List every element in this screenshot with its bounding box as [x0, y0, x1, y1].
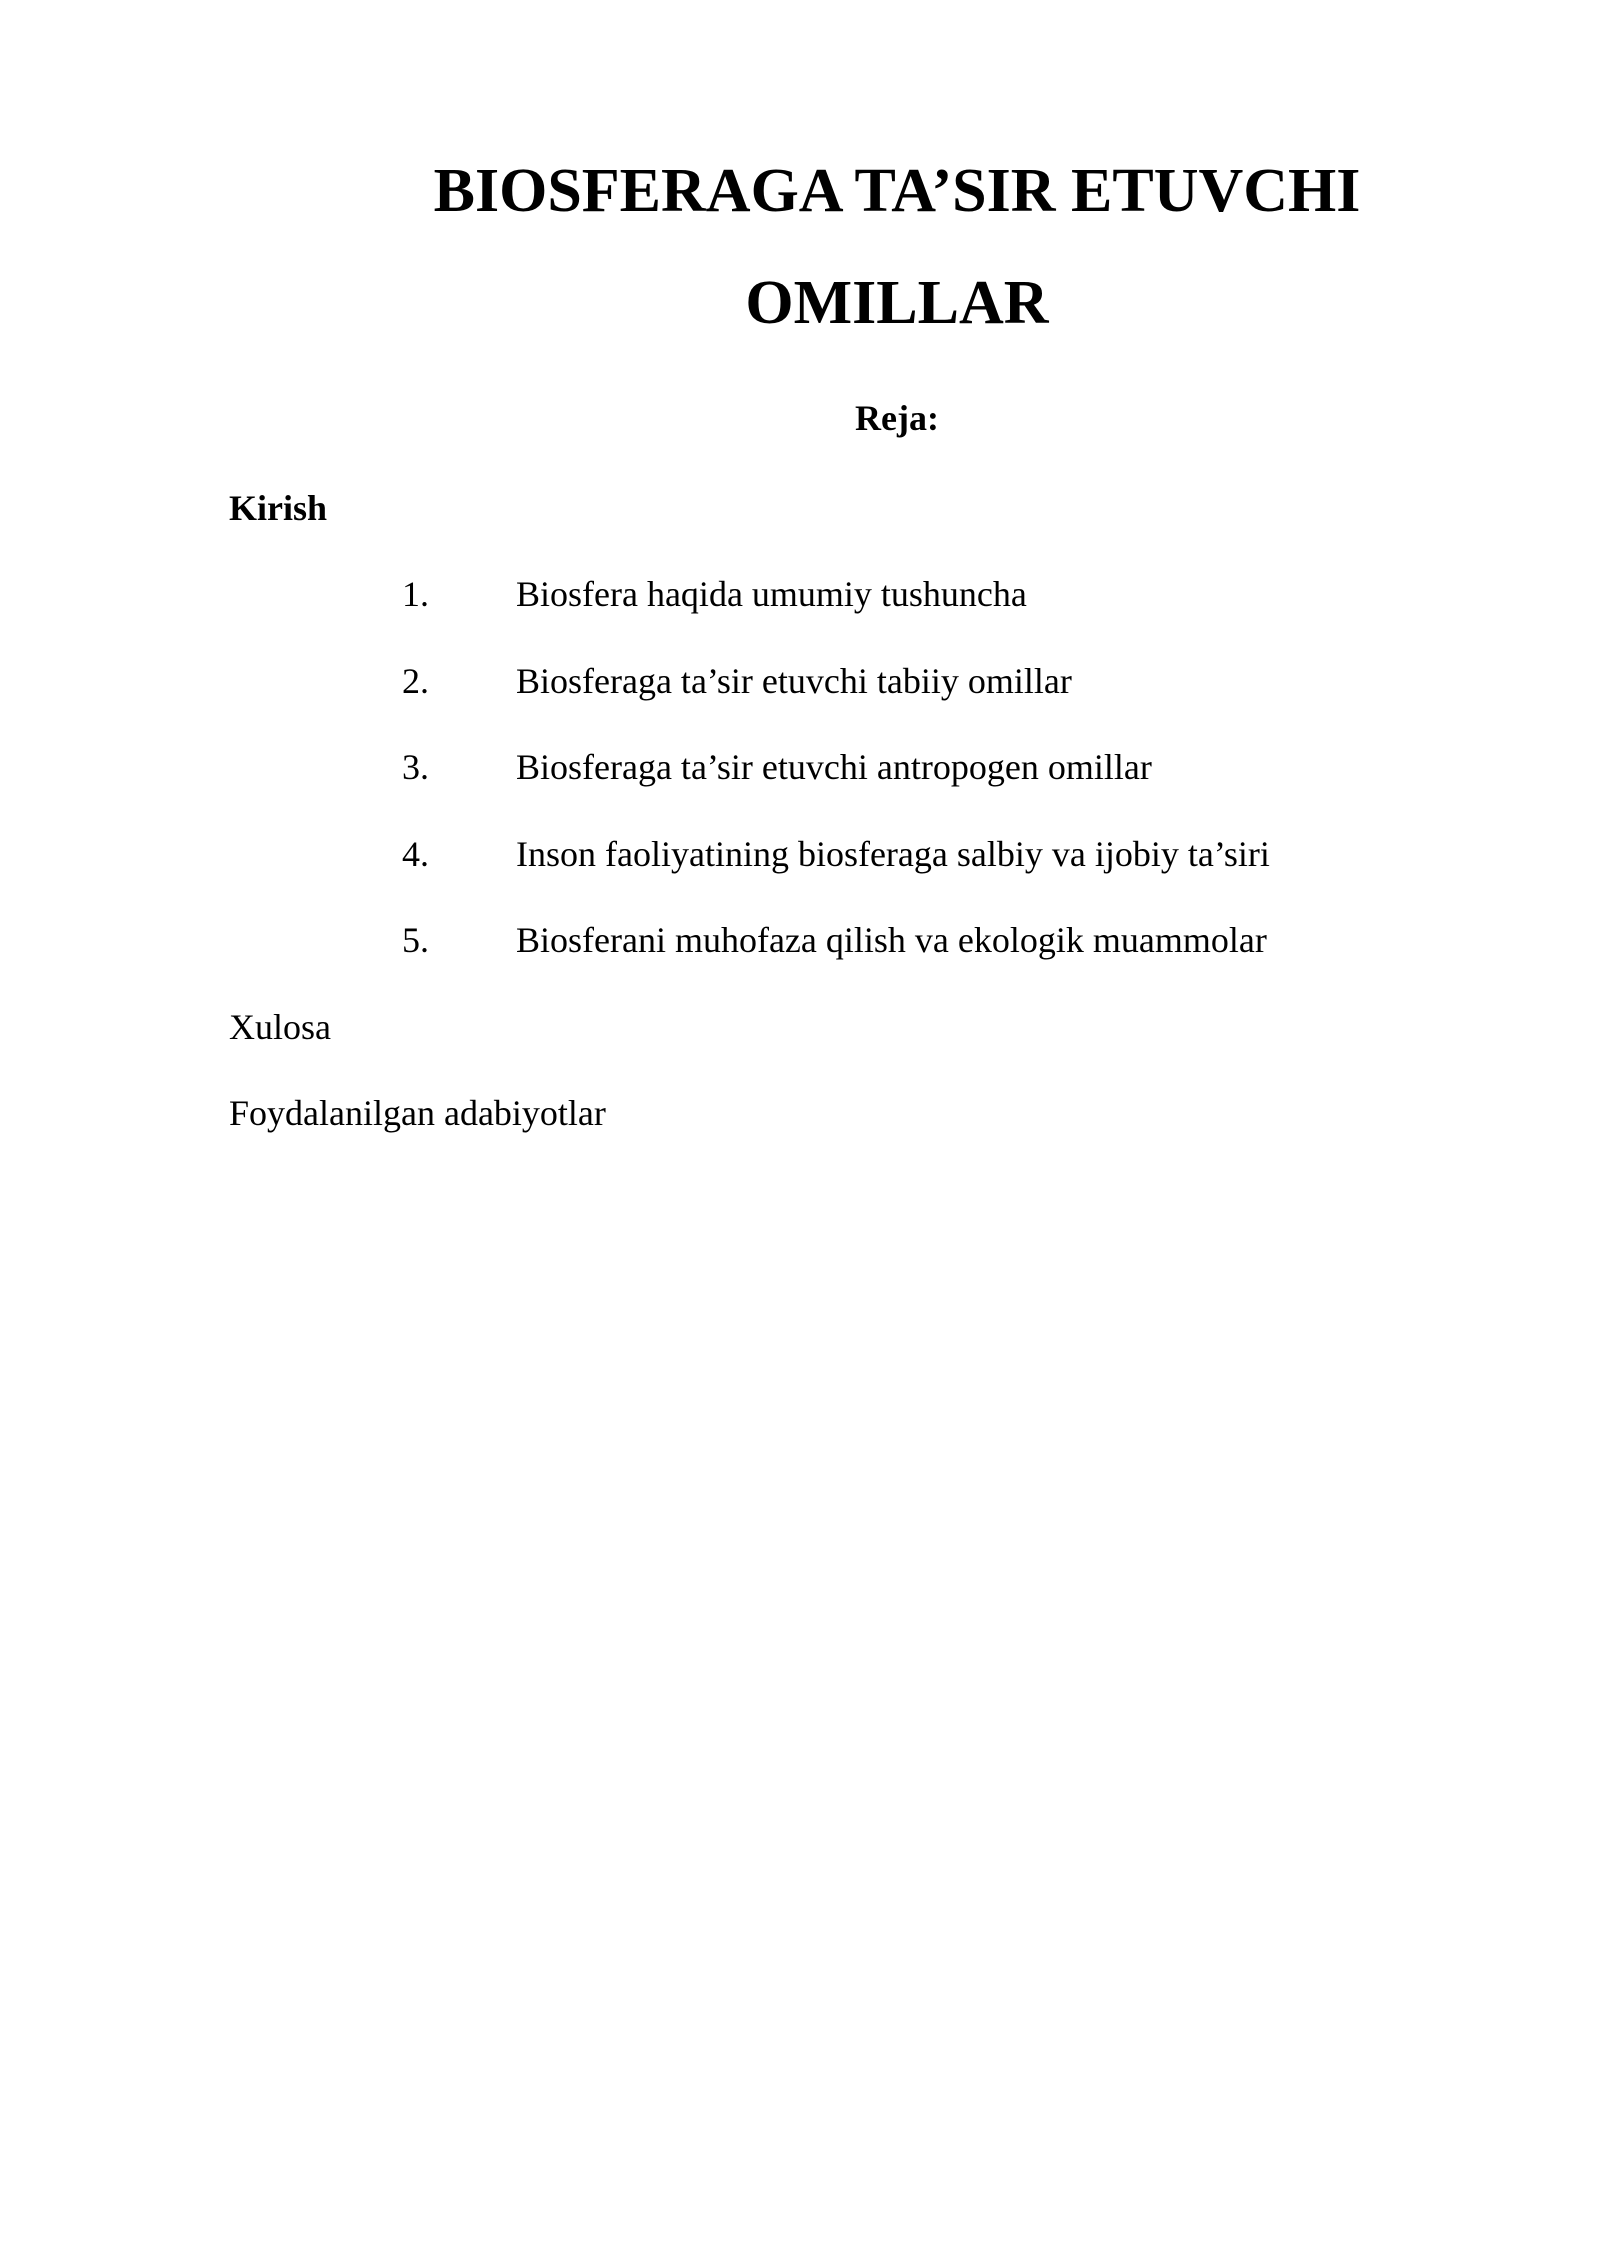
plan-item-5 — [0, 922, 1600, 962]
document-title-line-1: BIOSFERAGA TA’SIR ETUVCHI — [433, 157, 1361, 225]
plan-item-text: Biosferani muhofaza qilish va ekologik muammolar — [516, 920, 1267, 960]
intro-heading: Kirish — [229, 488, 328, 528]
plan-item-number: 2. — [402, 661, 429, 701]
references-heading: Foydalanilgan adabiyotlar — [229, 1093, 606, 1133]
plan-item-number: 5. — [402, 920, 429, 960]
plan-item-text: Biosferaga ta’sir etuvchi antropogen omillar — [516, 747, 1152, 787]
plan-item-number: 3. — [402, 747, 429, 787]
plan-item-4 — [0, 836, 1600, 876]
conclusion-heading: Xulosa — [229, 1007, 331, 1047]
plan-heading: Reja: — [855, 398, 939, 438]
plan-item-1 — [0, 576, 1600, 616]
plan-item-number: 1. — [402, 574, 429, 614]
plan-item-number: 4. — [402, 834, 429, 874]
plan-item-text: Biosfera haqida umumiy tushuncha — [516, 574, 1027, 614]
plan-item-text: Inson faoliyatining biosferaga salbiy va ijobiy ta’siri — [516, 834, 1270, 874]
document-title-line-2: OMILLAR — [745, 269, 1049, 337]
plan-item-text: Biosferaga ta’sir etuvchi tabiiy omillar — [516, 661, 1072, 701]
plan-item-2 — [0, 663, 1600, 703]
plan-item-3 — [0, 749, 1600, 789]
